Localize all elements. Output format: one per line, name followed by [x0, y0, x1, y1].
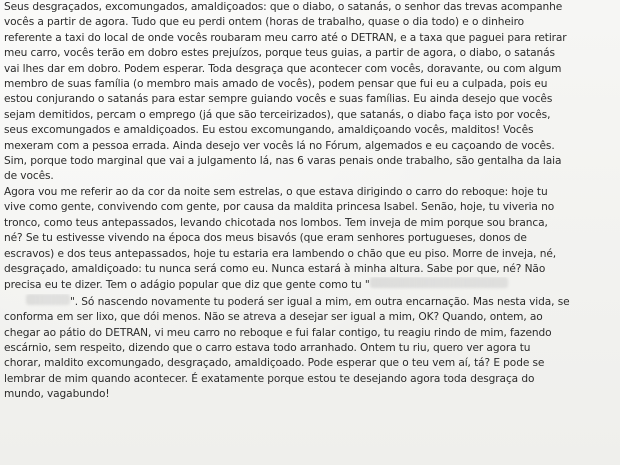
text-line: mexeram com a pessoa errada. Ainda desejo ver vocês lá no Fórum, algemados e eu caçoando de vocês. [4, 139, 555, 152]
text-line: tronco, como teus antepassados, levando chicotada nos lombos. Tem inveja de mim porque sou branca, [4, 216, 548, 229]
paragraph-2 [4, 185, 616, 403]
redacted-region [370, 277, 508, 288]
text-line: referente a taxi do local de onde vocês roubaram meu carro até o DETRAN, e a taxa que paguei para retirar [4, 31, 567, 44]
redacted-region [26, 294, 70, 305]
text-line: chegar ao pátio do DETRAN, vi meu carro no reboque e fui falar contigo, tu reagiu rindo de mim, fazendo [4, 326, 552, 339]
text-line-with-redaction [4, 277, 616, 293]
text-line: escravos) e dos teus antepassados, hoje tu estaria era lambendo o chão que eu piso. Morre de inveja, né, [4, 247, 557, 260]
document-text [4, 0, 616, 403]
text-line: Sim, porque todo marginal que vai a julgamento lá, nas 6 varas penais onde trabalho, são gentalha da laia [4, 155, 562, 168]
text-line: desgraçado, amaldiçoado: tu nunca será como eu. Nunca estará à minha altura. Sabe por que, né? Não [4, 262, 546, 275]
text-line-with-redaction [4, 294, 616, 310]
text-line: sejam demitidos, percam o emprego (já que são terceirizados), que satanás, o diabo faça isto por vocês, [4, 108, 551, 121]
text-line: vive como gente, convivendo com gente, por causa da maldita princesa Isabel. Senão, hoje, tu viveria no [4, 201, 555, 214]
text-fragment: ". Só nascendo novamente tu poderá ser igual a mim, em outra encarnação. Mas nesta vida, se [70, 295, 570, 308]
text-line: vocês a partir de agora. Tudo que eu perdi ontem (horas de trabalho, quase o dia todo) e o dinheiro [4, 16, 525, 29]
text-line: seus excomungados e amaldiçoados. Eu estou excomungando, amaldiçoando vocês, malditos! Vocês [4, 124, 534, 137]
text-line: vai lhes dar em dobro. Podem esperar. Toda desgraça que acontecer com vocês, doravante, ou com algum [4, 62, 562, 75]
text-line: né? Se tu estivesse vivendo na época dos meus bisavós (que eram senhores portugueses, donos de [4, 232, 527, 245]
text-line: escárnio, sem respeito, dizendo que o carro estava todo arranhado. Ontem tu riu, quero ver agora tu [4, 341, 531, 354]
paragraph-1 [4, 0, 616, 185]
text-fragment: precisa eu te dizer. Tem o adágio popular que diz que gente como tu " [4, 279, 370, 292]
text-line: chorar, maldito excomungado, desgraçado, amaldiçoado. Pode esperar que o teu vem aí, tá? E pode se [4, 357, 545, 370]
text-line: estou conjurando o satanás para estar sempre guiando vocês e suas famílias. Eu ainda desejo que vocês [4, 93, 553, 106]
text-line: Agora vou me referir ao da cor da noite sem estrelas, o que estava dirigindo o carro do reboque: hoje tu [4, 185, 548, 198]
text-line: meu carro, vocês terão em dobro estes prejuízos, porque teus guias, a partir de agora, o diabo, o satanás [4, 47, 555, 60]
text-line: lembrar de mim quando acontecer. É exatamente porque estou te desejando agora toda desgraça do [4, 372, 535, 385]
text-line: de vocês. [4, 170, 54, 183]
text-line: mundo, vagabundo! [4, 388, 110, 401]
text-line: conforma em ser lixo, que dói menos. Não se atreva a desejar ser igual a mim, OK? Quando, ontem, ao [4, 311, 543, 324]
text-line: membro de suas família (o membro mais amado de vocês), podem pensar que fui eu a culpada, pois eu [4, 78, 548, 91]
text-line: Seus desgraçados, excomungados, amaldiçoados: que o diabo, o satanás, o senhor das trevas acompanhe [4, 1, 563, 13]
